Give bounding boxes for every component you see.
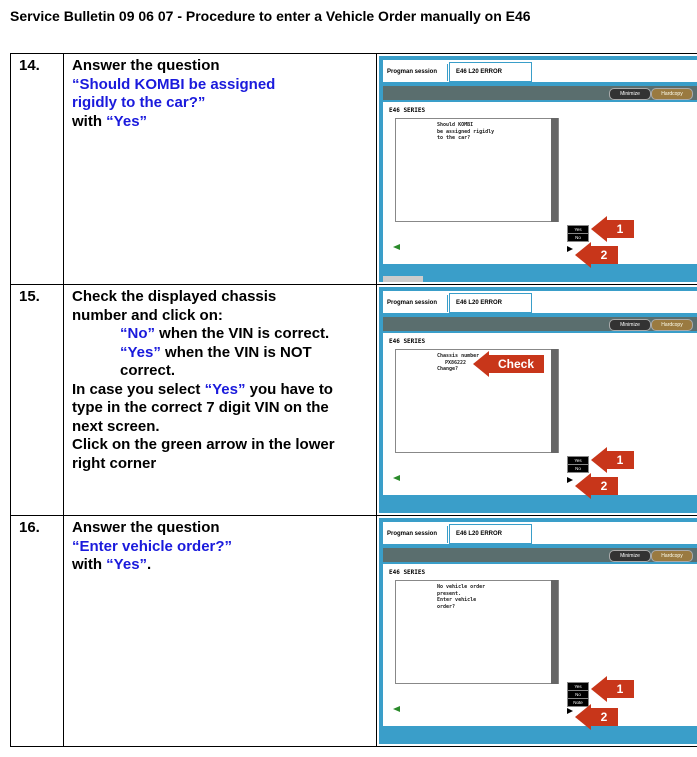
no-button: No bbox=[567, 690, 589, 699]
green-arrow-icon bbox=[393, 244, 400, 250]
step-number: 14. bbox=[11, 54, 64, 285]
no-button: No bbox=[567, 464, 589, 473]
hardcopy-button: Hardcopy bbox=[651, 88, 693, 100]
table-row bbox=[11, 516, 697, 747]
screenshot: Progman session E46 L20 ERROR Minimize Hardcopy E46 SERIES Chassis number PX86222 Change? Yes No Check 1 2 bbox=[379, 287, 697, 513]
yes-button: Yes bbox=[567, 456, 589, 465]
note-button: Note bbox=[567, 698, 589, 707]
minimize-button: Minimize bbox=[609, 319, 651, 331]
screenshot: Progman session E46 L20 ERROR Minimize Hardcopy E46 SERIES Should KOMBI be assigned rigidly to the car? Yes No 1 2 bbox=[379, 56, 697, 282]
hardcopy-button: Hardcopy bbox=[651, 319, 693, 331]
step-number: 16. bbox=[11, 516, 64, 747]
step-text: Check the displayed chassis number and click on: “No” when the VIN is correct. “Yes” when the VIN is NOT correct. In case you select “Yes” you have to type in the correct 7 digit VIN on the next screen. Click on the green arrow in the lower right corner bbox=[64, 285, 377, 516]
black-arrow-icon bbox=[567, 708, 573, 714]
hardcopy-button: Hardcopy bbox=[651, 550, 693, 562]
step-text: Answer the question “Should KOMBI be assigned rigidly to the car?” with “Yes” bbox=[64, 54, 377, 285]
page-title: Service Bulletin 09 06 07 - Procedure to enter a Vehicle Order manually on E46 bbox=[10, 8, 531, 24]
minimize-button: Minimize bbox=[609, 550, 651, 562]
screen-message: Chassis number PX86222 Change? bbox=[437, 353, 480, 372]
black-arrow-icon bbox=[567, 246, 573, 252]
table-row bbox=[11, 54, 697, 285]
screenshot-cell bbox=[377, 54, 697, 285]
green-arrow-icon bbox=[393, 706, 400, 712]
yes-button: Yes bbox=[567, 225, 589, 234]
black-arrow-icon bbox=[567, 477, 573, 483]
step-text: Answer the question “Enter vehicle order?” with “Yes”. bbox=[64, 516, 377, 747]
screen-message: Should KOMBI be assigned rigidly to the car? bbox=[437, 122, 495, 141]
screenshot-cell bbox=[377, 285, 697, 516]
screen-message: No vehicle order present. Enter vehicle order? bbox=[437, 584, 486, 610]
table-row bbox=[11, 285, 697, 516]
step-number: 15. bbox=[11, 285, 64, 516]
yes-button: Yes bbox=[567, 682, 589, 691]
green-arrow-icon bbox=[393, 475, 400, 481]
screenshot: Progman session E46 L20 ERROR Minimize Hardcopy E46 SERIES No vehicle order present. Enter vehicle order? Yes No Note 1 2 bbox=[379, 518, 697, 744]
no-button: No bbox=[567, 233, 589, 242]
procedure-table bbox=[10, 53, 697, 747]
screenshot-cell bbox=[377, 516, 697, 747]
minimize-button: Minimize bbox=[609, 88, 651, 100]
